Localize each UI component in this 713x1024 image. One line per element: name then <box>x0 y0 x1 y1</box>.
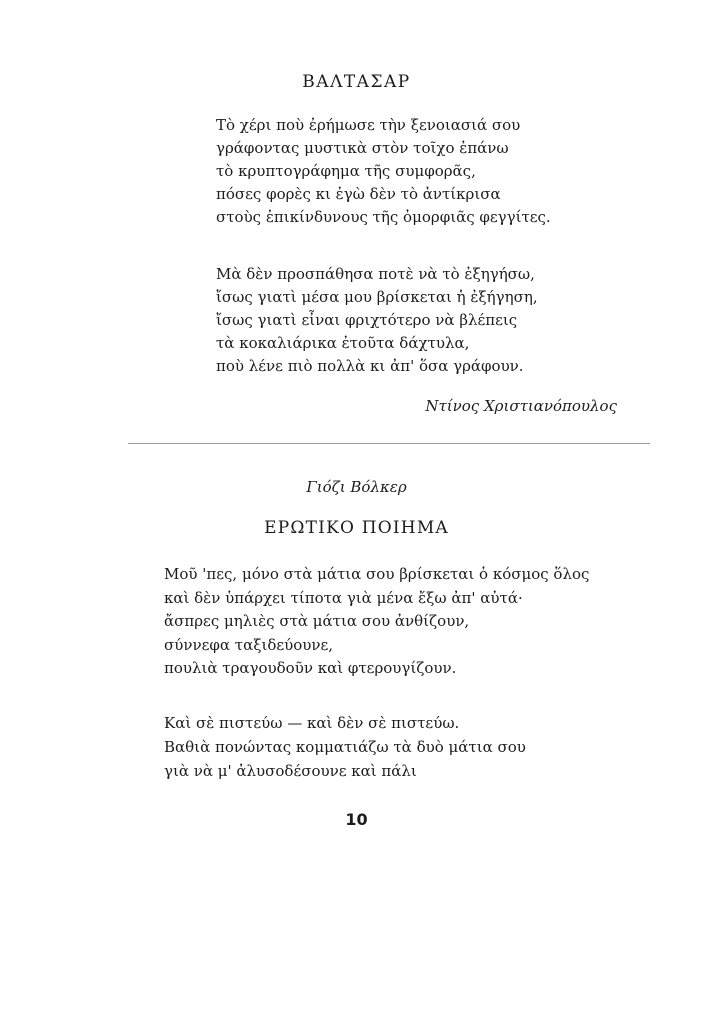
verse-line: Μοῦ 'πες, μόνο στὰ μάτια σου βρίσκεται ὁ κόσμος ὅλος <box>164 565 590 583</box>
verse-line: τὰ κοκαλιάρικα ἐτοῦτα δάχτυλα, <box>216 334 470 352</box>
verse-line: Βαθιὰ πονώντας κομματιάζω τὰ δυὸ μάτια σου <box>164 738 526 756</box>
verse-line: Τὸ χέρι ποὺ ἐρήμωσε τὴν ξενοιασιά σου <box>216 116 521 134</box>
verse-line: ἄσπρες μηλιὲς στὰ μάτια σου ἀνθίζουν, <box>164 612 470 630</box>
verse-line: πουλιὰ τραγουδοῦν καὶ φτερουγίζουν. <box>164 659 457 677</box>
verse-line: σύννεφα ταξιδεύουνε, <box>164 635 334 654</box>
poem1-stanza-1 <box>216 114 551 229</box>
verse-line: γράφοντας μυστικὰ στὸν τοῖχο ἐπάνω <box>216 139 509 157</box>
poem1-author: Ντίνος Χριστιανόπουλος <box>425 397 617 415</box>
poem2-stanza-2 <box>164 711 526 783</box>
verse-line: στοὺς ἐπικίνδυνους τῆς ὀμορφιᾶς φεγγίτες. <box>216 208 551 226</box>
section-divider <box>128 443 650 444</box>
verse-line: Μὰ δὲν προσπάθησα ποτὲ νὰ τὸ ἐξηγήσω, <box>216 265 535 283</box>
verse-line: καὶ δὲν ὑπάρχει τίποτα γιὰ μένα ἔξω ἀπ' αὐτά· <box>164 588 523 607</box>
poem2-stanza-1 <box>164 563 589 681</box>
verse-line: Καὶ σὲ πιστεύω — καὶ δὲν σὲ πιστεύω. <box>164 714 460 732</box>
poem1-title: ΒΑΛΤΑΣΑΡ <box>302 72 411 92</box>
poem2-title: ΕΡΩΤΙΚΟ ΠΟΙΗΜΑ <box>264 518 449 538</box>
verse-line: πόσες φορὲς κι ἐγὼ δὲν τὸ ἀντίκρισα <box>216 185 501 203</box>
verse-line: ἴσως γιατὶ εἶναι φριχτότερο νὰ βλέπεις <box>216 311 518 329</box>
verse-line: ἴσως γιατὶ μέσα μου βρίσκεται ἡ ἐξήγηση, <box>216 288 538 306</box>
page-number: 10 <box>345 810 368 829</box>
poem2-author: Γιόζι Βόλκερ <box>306 478 407 496</box>
poem1-stanza-2 <box>216 263 538 378</box>
verse-line: γιὰ νὰ μ' ἀλυσοδέσουνε καὶ πάλι <box>164 762 417 780</box>
verse-line: τὸ κρυπτογράφημα τῆς συμφορᾶς, <box>216 162 476 180</box>
verse-line: ποὺ λένε πιὸ πολλὰ κι ἀπ' ὅσα γράφουν. <box>216 357 524 375</box>
